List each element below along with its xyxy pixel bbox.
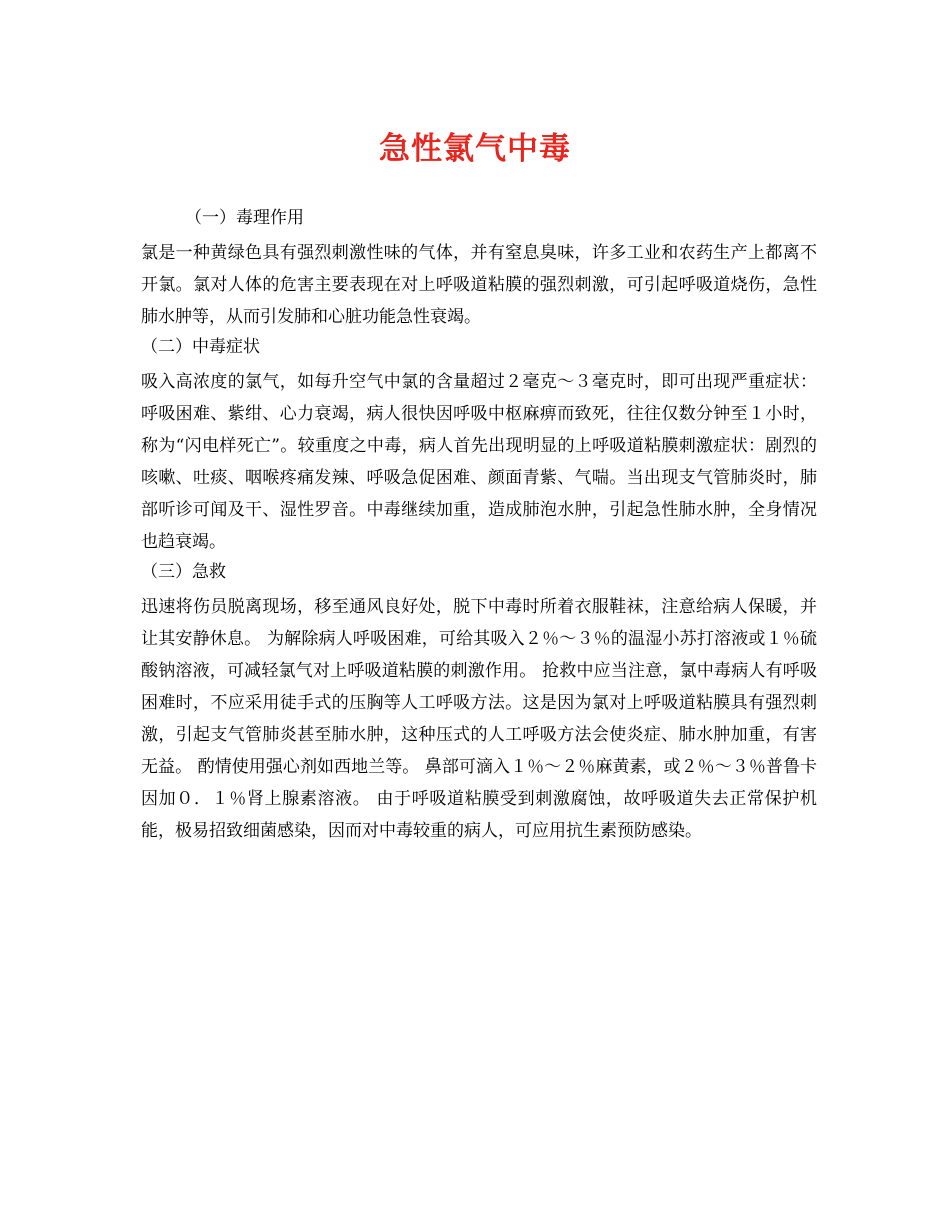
section-body-toxicology: 氯是一种黄绿色具有强烈刺激性味的气体，并有窒息臭味，许多工业和农药生产上都离不开氯。氯对人体的危害主要表现在对上呼吸道粘膜的强烈刺激，可引起呼吸道烧伤，急性肺水肿等，从而引发肺和心脏功能急性衰竭。 [141, 243, 817, 327]
section-heading-first-aid: （三）急救 [141, 562, 226, 582]
document-title: 急性氯气中毒 [379, 131, 571, 167]
section-heading-symptoms: （二）中毒症状 [141, 337, 260, 357]
section-heading-toxicology: （一）毒理作用 [185, 208, 304, 228]
section-body-first-aid: 迅速将伤员脱离现场，移至通风良好处，脱下中毒时所着衣服鞋袜，注意给病人保暖，并让其安静休息。 为解除病人呼吸困难，可给其吸入２％～３％的温湿小苏打溶液或１％硫酸钠溶液，可减轻氯气对上呼吸道粘膜的刺激作用。 抢救中应当注意，氯中毒病人有呼吸困难时，不应采用徒手式的压胸等人工呼吸方法。这是因为氯对上呼吸道粘膜具有强烈刺激，引起支气管肺炎甚至肺水肿，这种压式的人工呼吸方法会使炎症、肺水肿加重，有害无益。 酌情使用强心剂如西地兰等。 鼻部可滴入１％～２％麻黄素，或２％～３％普鲁卡因加０．１％肾上腺素溶液。 由于呼吸道粘膜受到刺激腐蚀，故呼吸道失去正常保护机能，极易招致细菌感染，因而对中毒较重的病人，可应用抗生素预防感染。 [141, 597, 817, 841]
section-body-symptoms: 吸入高浓度的氯气，如每升空气中氯的含量超过２毫克～３毫克时，即可出现严重症状：呼吸困难、紫绀、心力衰竭，病人很快因呼吸中枢麻痹而致死，往往仅数分钟至１小时，称为“闪电样死亡”。较重度之中毒，病人首先出现明显的上呼吸道粘膜刺激症状：剧烈的咳嗽、吐痰、咽喉疼痛发辣、呼吸急促困难、颜面青紫、气喘。当出现支气管肺炎时，肺部听诊可闻及干、湿性罗音。中毒继续加重，造成肺泡水肿，引起急性肺水肿，全身情况也趋衰竭。 [141, 372, 817, 552]
document-body [141, 205, 817, 848]
